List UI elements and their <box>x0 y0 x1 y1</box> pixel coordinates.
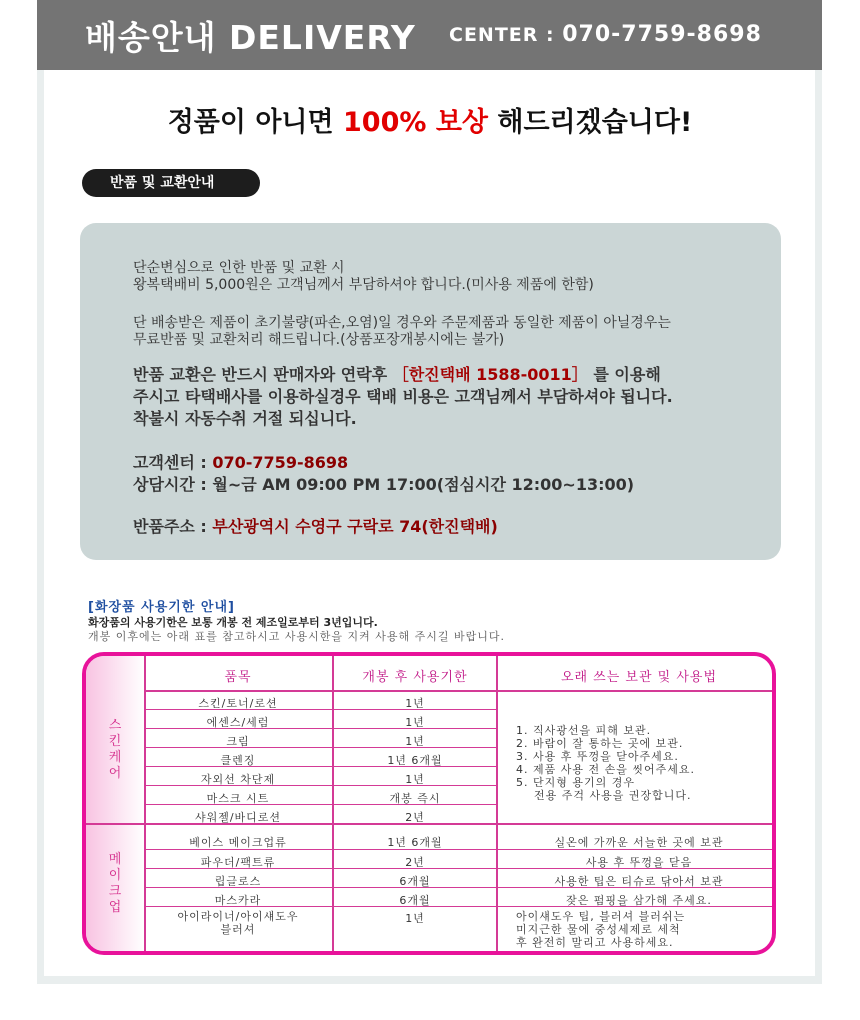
section-pill: 반품 및 교환안내 <box>82 169 260 197</box>
headline-after: 해드리겠습니다! <box>487 107 693 138</box>
makeup-period: 6개월 <box>399 875 431 888</box>
header-item: 품목 <box>224 670 252 685</box>
consult-hours: 상담시간 : 월~금 AM 09:00 PM 17:00(점심시간 12:00~13:00) <box>133 475 635 494</box>
skincare-item: 에센스/세럼 <box>206 716 270 729</box>
headline-highlight: 100% 보상 <box>343 107 488 138</box>
bold1-before: 반품 교환은 반드시 판매자와 연락후 <box>133 365 393 384</box>
cosmetics-subtitle-2: 개봉 이후에는 아래 표를 참고하시고 사용시한을 지켜 사용해 주시길 바랍니다. <box>88 630 505 643</box>
skincare-item: 크림 <box>226 735 250 748</box>
skincare-item: 마스크 시트 <box>206 792 270 805</box>
notice-bold-1 <box>133 364 661 386</box>
center-contact <box>449 22 762 47</box>
skincare-period: 1년 6개월 <box>387 754 443 767</box>
notice-line-4: 무료반품 및 교환처리 해드립니다.(상품포장개봉시에는 불가) <box>133 332 505 348</box>
skincare-period: 2년 <box>405 811 425 824</box>
makeup-tip: 사용한 팁은 티슈로 닦아서 보관 <box>554 875 724 888</box>
skincare-period: 1년 <box>405 773 425 786</box>
skincare-period: 1년 <box>405 735 425 748</box>
header-tips: 오래 쓰는 보관 및 사용법 <box>560 670 718 685</box>
notice-line-1: 단순변심으로 인한 반품 및 교환 시 <box>133 260 345 276</box>
skincare-item: 샤워젤/바디로션 <box>194 811 282 824</box>
makeup-period: 1년 6개월 <box>387 836 443 849</box>
grid-line <box>144 690 776 692</box>
notice-line-3: 단 배송받은 제품이 초기불량(파손,오염)일 경우와 주문제품과 동일한 제품이 아닐경우는 <box>133 315 671 331</box>
return-notice-box <box>80 223 781 560</box>
makeup-period: 1년 <box>405 912 425 925</box>
skincare-period: 개봉 즉시 <box>389 792 441 805</box>
makeup-item: 마스카라 <box>214 894 262 907</box>
header-title: 배송안내 DELIVERY <box>85 18 416 57</box>
guarantee-headline <box>0 100 860 139</box>
makeup-tip: 아이섀도우 팁, 블러셔 블러쉬는 미지근한 물에 중성세제로 세척 후 완전히 말리고 사용하세요. <box>516 910 686 949</box>
skincare-label: 스 킨 케 어 <box>108 718 122 781</box>
hanjin-contact: ［한진택배 1588-0011］ <box>392 365 588 384</box>
addr-value: 부산광역시 수영구 구락로 74(한진택배) <box>212 517 498 536</box>
notice-line-2: 왕복택배비 5,000원은 고객님께서 부담하셔야 합니다.(미사용 제품에 한함) <box>133 277 594 293</box>
bold1-after: 를 이용해 <box>587 365 661 384</box>
notice-bold-2: 주시고 타택배사를 이용하실경우 택배 비용은 고객님께서 부담하셔야 됩니다. <box>133 387 673 406</box>
customer-center <box>133 452 348 474</box>
makeup-item: 베이스 메이크업류 <box>189 836 287 849</box>
addr-label: 반품주소 : <box>133 517 213 536</box>
cosmetics-subtitle-1: 화장품의 사용기한은 보통 개봉 전 제조일로부터 3년입니다. <box>88 616 378 629</box>
makeup-tip: 실온에 가까운 서늘한 곳에 보관 <box>554 836 724 849</box>
makeup-tip: 잦은 펌핑을 삼가해 주세요. <box>566 894 712 907</box>
delivery-header <box>37 0 822 70</box>
notice-bold-3: 착불시 자동수취 거절 되십니다. <box>133 409 357 428</box>
cs-phone: 070-7759-8698 <box>212 453 349 472</box>
makeup-tip: 사용 후 뚜껑을 닫음 <box>585 856 693 869</box>
grid-line <box>496 656 498 955</box>
makeup-item: 립글로스 <box>214 875 262 888</box>
makeup-item: 파우더/팩트류 <box>200 856 276 869</box>
skincare-item: 자외선 차단제 <box>200 773 276 786</box>
makeup-period: 2년 <box>405 856 425 869</box>
skincare-period: 1년 <box>405 716 425 729</box>
makeup-period: 6개월 <box>399 894 431 907</box>
center-phone: 070-7759-8698 <box>562 22 762 47</box>
skincare-tips: 1. 직사광선을 피해 보관. 2. 바람이 잘 통하는 곳에 보관. 3. 사용 후 뚜껑을 닫아주세요. 4. 제품 사용 전 손을 씻어주세요. 5. 단지형 용기의 경우 전용 주걱 사용을 권장합니다. <box>516 724 695 802</box>
cs-label: 고객센터 : <box>133 453 213 472</box>
skincare-item: 클렌징 <box>220 754 256 767</box>
cosmetics-title: [화장품 사용기한 안내] <box>88 600 235 615</box>
headline-before: 정품이 아니면 <box>167 107 343 138</box>
return-address <box>133 516 498 538</box>
skincare-item: 스킨/토너/로션 <box>198 697 278 710</box>
expiry-table <box>82 652 776 955</box>
center-label: CENTER : <box>449 24 563 46</box>
makeup-item: 아이라이너/아이섀도우 블러셔 <box>177 910 299 936</box>
makeup-label: 메 이 크 업 <box>108 852 122 915</box>
skincare-period: 1년 <box>405 697 425 710</box>
header-period: 개봉 후 사용기한 <box>362 670 468 685</box>
